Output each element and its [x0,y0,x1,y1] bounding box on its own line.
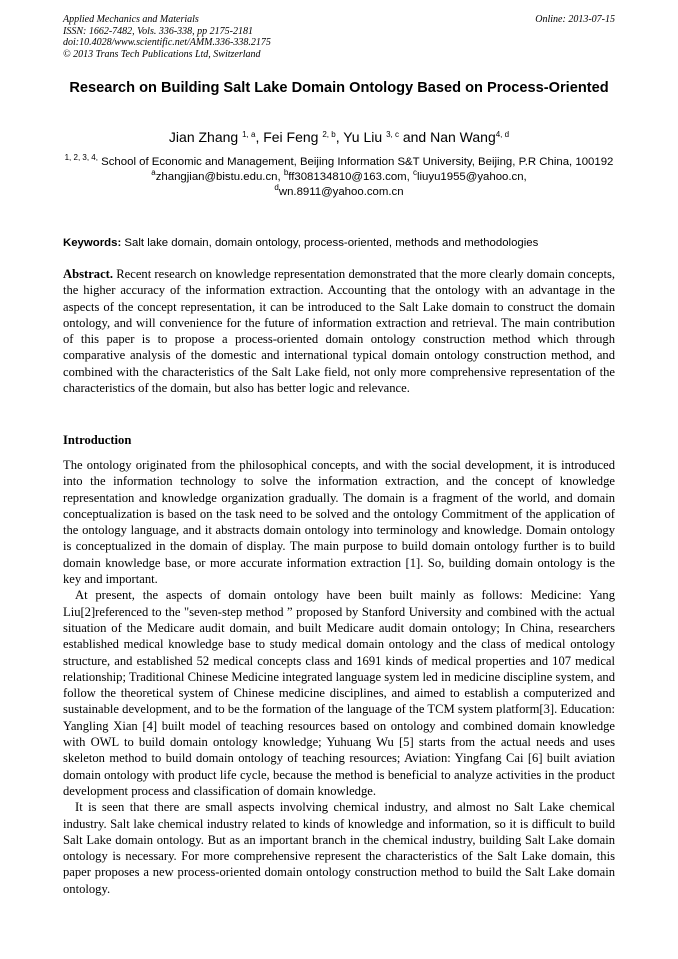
email-line [63,170,615,185]
email-sup: a [151,168,156,177]
copyright-line: © 2013 Trans Tech Publications Ltd, Switzerland [63,48,261,60]
author-sup: 4, d [495,130,510,139]
author-sup: 3, c [386,130,399,139]
paper-title: Research on Building Salt Lake Domain Ontology Based on Process-Oriented [69,80,609,96]
email-link[interactable]: zhangjian@bistu.edu.cn, [155,171,281,183]
abstract-paragraph [63,266,615,396]
email-sup: c [413,168,417,177]
author-list: Jian Zhang $^{1, a}$, Fei Feng $^{2, b}$, Yu Liu $^{3, c}$ and Nan Wang$^{4, d}$ [168,129,510,145]
keywords-line [63,236,615,251]
paragraph: It is seen that there are small aspects involving chemical industry, and almost no Salt Lake chemical industry. Salt lake chemical industry related to kinds of knowledge and information, so it is difficult to build Salt Lake domain ontology. But as an important branch in the chemical industry, building Salt Lake domain ontology is necessary. For more comprehensive represent the characteristics of the Salt Lake domain, this paper proposes a new process-oriented domain ontology construction method to build the Salt Lake domain ontology. [63,800,615,896]
author-name: Fei Feng [263,129,319,145]
author-name: Yu Liu [343,129,383,145]
paragraph: At present, the aspects of domain ontology have been built mainly as follows: Medicine: Yang Liu[2]referenced to the "seven-step method ” proposed by Stanford University and combined with the actual situation of the Medicare audit domain, and built Medicare audit domain ontology; In China, researchers established medical knowledge base to study medical domain ontology and the class of medical ontology structure, and established 52 medical concepts class and 1691 kinds of medical properties and 107 medical relationship; Traditional Chinese Medicine integrated language system led in medicine discipline system, and follow the theoretical system of Chinese medicine disciplines, and aimed to establish a computerized and sustainable development, and to be the formation of the language of the TCM system platform[3]. Education: Yangling Xian [4] built model of teaching resources based on ontology and combined domain knowledge with OWL to build domain ontology knowledge; Yuhuang Wu [5] starts from the actual needs and uses skeleton method to build domain ontology of teaching resources; Aviation: Yingfang Cai [6] built aviation domain ontology with product life cycle, because the method is beneficial to analyze activities in the product development process and classification of domain knowledge. [63,588,615,798]
author-name: Jian Zhang [168,129,239,145]
journal-name: Applied Mechanics and Materials [63,14,199,25]
author-sup: 1, a [242,130,256,139]
keywords-label: Keywords: [63,237,122,249]
journal-header [63,14,615,60]
affiliation-text: School of Economic and Management, Beijing Information S&T University, Beijing, P.R China, 100192 [101,156,614,168]
email-link[interactable]: liuyu1955@yahoo.cn, [417,171,527,183]
introduction-section [63,457,615,897]
email-sup: b [283,168,289,177]
online-date: Online: 2013-07-15 [535,14,615,25]
email-link[interactable]: ff308134810@163.com, [288,171,410,183]
section-heading-introduction: Introduction [63,433,132,447]
email-line [63,185,615,200]
affiliation-block [63,155,615,200]
author-name: Nan Wang [430,129,496,145]
affiliation-sup: 1, 2, 3, 4, [64,153,98,162]
email-sup: d [274,183,279,192]
author-sup: 2, b [322,130,336,139]
abstract-label: Abstract. [63,267,114,281]
abstract-text: Recent research on knowledge representation demonstrated that the more clearly domain concepts, the higher accuracy of the information extraction. Accounting that the ontology with an advantage in the aspects of the concept representation, it can be introduced to the Salt Lake domain to construct the domain ontology, and will convenience for the future of information extraction and retrieval. The main contribution of this paper is to propose a process-oriented domain ontology construction method which through comparative analysis of the domestic and international typical domain ontology construction method, and combined with the characteristics of the Salt Lake field, not only more comprehensive representation of the characteristics of the domain, but also has better logic and relevance. [63,267,615,396]
author-conjunction: and [402,129,427,145]
issn-line: ISSN: 1662-7482, Vols. 336-338, pp 2175-2181 [63,25,253,37]
email-link[interactable]: wn.8911@yahoo.com.cn [278,186,404,198]
doi-line: doi:10.4028/www.scientific.net/AMM.336-338.2175 [63,37,271,48]
paragraph: The ontology originated from the philosophical concepts, and with the social development, it is introduced into the information technology to solve the information extraction, and the concept of knowledge representation and knowledge organization gradually. The domain is a fragment of the world, and domain conceptualization is based on the task need to be solved and the ontology Commitment of the application of the ontology language, and it abstracts domain ontology into terminology and knowledge. Domain ontology is conceptualized in the domain of display. The main purpose to build domain ontology further is to build domain knowledge base, or more accurate information extraction [1]. So, building domain ontology is the key and important. [63,458,615,587]
keywords-text: Salt lake domain, domain ontology, process-oriented, methods and methodologies [124,237,539,249]
affiliation-line [63,155,615,170]
